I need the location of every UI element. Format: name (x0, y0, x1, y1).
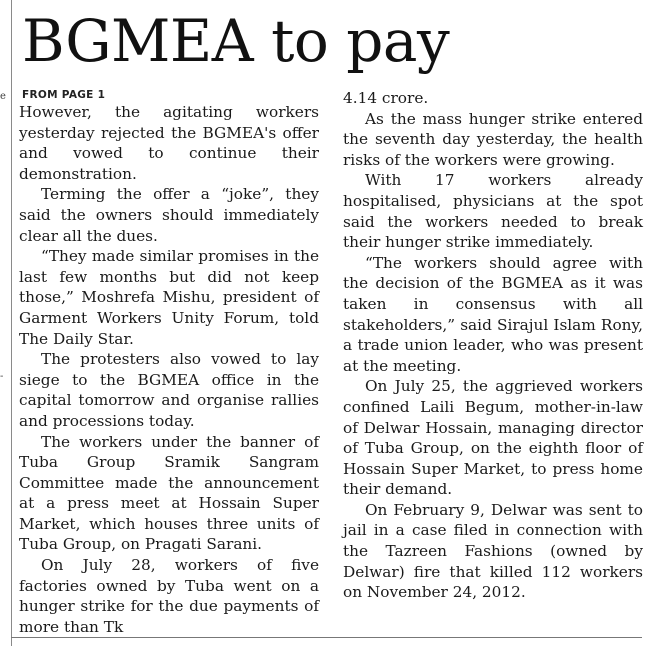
jump-line: FROM PAGE 1 (22, 89, 106, 101)
paragraph: Terming the offer a “joke”, they said the owners should immediately clear all the dues. (19, 185, 319, 245)
article-column-right (343, 88, 643, 603)
paragraph: “The workers should agree with the decision of the BGMEA as it was taken in consensus with all stakeholders,” said Sirajul Islam Rony, a trade union leader, who was present at the meeting. (343, 253, 643, 375)
paragraph: 4.14 crore. (343, 89, 429, 107)
headline: BGMEA to pay (22, 7, 450, 75)
paragraph: On July 28, workers of five factories owned by Tuba went on a hunger strike for the due payments of more than Tk (19, 556, 319, 636)
edge-fragment: e (0, 92, 6, 102)
paragraph: With 17 workers already hospitalised, physicians at the spot said the workers needed to break their hunger strike immediately. (343, 171, 643, 252)
paragraph: On July 25, the aggrieved workers confined Laili Begum, mother-in-law of Delwar Hossain, managing director of Tuba Group, on the eighth floor of Hossain Super Market, to press home their demand. (343, 377, 643, 499)
paragraph: The protesters also vowed to lay siege to the BGMEA office in the capital tomorrow and organise rallies and processions today. (19, 350, 319, 430)
article-column-left (19, 88, 319, 637)
edge-fragment: - (0, 372, 4, 382)
bottom-rule (11, 637, 642, 638)
paragraph: As the mass hunger strike entered the seventh day yesterday, the health risks of the workers were growing. (343, 109, 643, 169)
paragraph: “They made similar promises in the last few months but did not keep those,” Moshrefa Mishu, president of Garment Workers Unity Forum, told The Daily Star. (19, 247, 319, 348)
paragraph: The workers under the banner of Tuba Group Sramik Sangram Committee made the announcement at a press meet at Hossain Super Market, which houses three units of Tuba Group, on Pragati Sarani. (19, 432, 319, 554)
column-divider-rule (11, 0, 12, 646)
paragraph: On February 9, Delwar was sent to jail in a case filed in connection with the Tazreen Fashions (owned by Delwar) fire that killed 112 workers on November 24, 2012. (343, 500, 643, 602)
paragraph: However, the agitating workers yesterday rejected the BGMEA's offer and vowed to continue their demonstration. (19, 103, 319, 183)
